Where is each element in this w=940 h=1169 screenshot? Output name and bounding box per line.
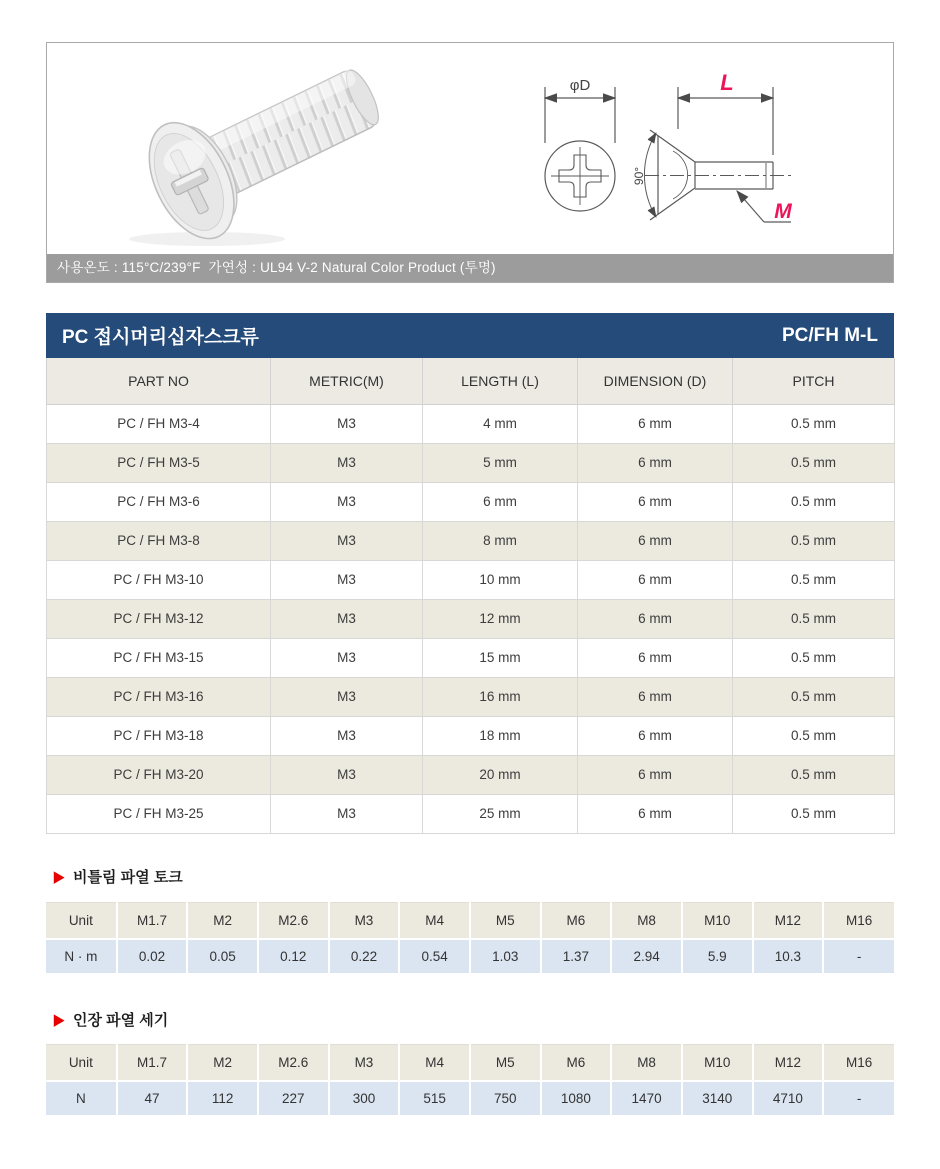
table-cell: 0.5 mm — [733, 443, 895, 482]
torque-heading-label: 비틀림 파열 토크 — [73, 869, 183, 886]
column-header: M16 — [823, 903, 894, 939]
table-cell: - — [823, 939, 894, 974]
torque-value-row — [46, 939, 894, 974]
column-header: M2.6 — [258, 1045, 329, 1081]
table-cell: 515 — [399, 1081, 470, 1116]
column-header: PITCH — [733, 358, 895, 404]
table-cell: M3 — [271, 794, 423, 833]
column-header: M10 — [682, 1045, 753, 1081]
column-header: Unit — [46, 903, 117, 939]
tensile-section-heading — [54, 1009, 168, 1030]
table-cell: 0.5 mm — [733, 599, 895, 638]
section-marker-icon: ▶ — [54, 867, 64, 886]
table-cell: 1080 — [541, 1081, 612, 1116]
table-cell: 6 mm — [578, 794, 733, 833]
column-header: M6 — [541, 903, 612, 939]
product-caption: 사용온도 : 115°C/239°F 가연성 : UL94 V-2 Natural Color Product (투명) — [47, 254, 893, 282]
table-cell: 6 mm — [423, 482, 578, 521]
drawing-top-view — [545, 87, 615, 211]
table-row — [47, 560, 895, 599]
column-header: M5 — [470, 903, 541, 939]
table-row — [47, 443, 895, 482]
table-cell: 6 mm — [578, 482, 733, 521]
table-cell: 300 — [329, 1081, 400, 1116]
technical-drawing — [461, 43, 889, 254]
table-cell: PC / FH M3-16 — [47, 677, 271, 716]
table-cell: M3 — [271, 755, 423, 794]
table-cell: N · m — [46, 939, 117, 974]
table-cell: 6 mm — [578, 404, 733, 443]
table-cell: 0.54 — [399, 939, 470, 974]
table-cell: 5 mm — [423, 443, 578, 482]
column-header: M1.7 — [117, 903, 188, 939]
table-cell: 4710 — [753, 1081, 824, 1116]
tensile-value-row — [46, 1081, 894, 1116]
table-cell: 8 mm — [423, 521, 578, 560]
table-cell: M3 — [271, 443, 423, 482]
column-header: METRIC(M) — [271, 358, 423, 404]
table-cell: M3 — [271, 560, 423, 599]
column-header: M2 — [187, 1045, 258, 1081]
table-cell: 0.5 mm — [733, 638, 895, 677]
table-cell: 3140 — [682, 1081, 753, 1116]
angle-label: 90° — [632, 166, 646, 186]
table-cell: 6 mm — [578, 716, 733, 755]
tensile-heading-label: 인장 파열 세기 — [73, 1012, 169, 1029]
table-cell: 6 mm — [578, 755, 733, 794]
table-row — [47, 755, 895, 794]
table-cell: 10 mm — [423, 560, 578, 599]
table-cell: M3 — [271, 599, 423, 638]
table-cell: PC / FH M3-15 — [47, 638, 271, 677]
spec-table-code: PC/FH M-L — [781, 324, 878, 346]
table-row — [47, 677, 895, 716]
table-cell: 6 mm — [578, 521, 733, 560]
column-header: M4 — [399, 1045, 470, 1081]
table-cell: 2.94 — [611, 939, 682, 974]
tensile-header-row — [46, 1045, 894, 1081]
column-header: M16 — [823, 1045, 894, 1081]
section-marker-icon: ▶ — [54, 1010, 64, 1029]
column-header: DIMENSION (D) — [578, 358, 733, 404]
table-cell: 16 mm — [423, 677, 578, 716]
product-views — [47, 43, 893, 254]
column-header: LENGTH (L) — [423, 358, 578, 404]
table-cell: PC / FH M3-6 — [47, 482, 271, 521]
table-cell: 0.5 mm — [733, 404, 895, 443]
column-header: PART NO — [47, 358, 271, 404]
table-cell: M3 — [271, 482, 423, 521]
spec-table-body — [47, 404, 895, 833]
column-header: M2.6 — [258, 903, 329, 939]
table-cell: PC / FH M3-10 — [47, 560, 271, 599]
table-cell: M3 — [271, 716, 423, 755]
table-cell: PC / FH M3-20 — [47, 755, 271, 794]
diameter-dimension-label: φD — [569, 77, 591, 94]
column-header: M8 — [611, 1045, 682, 1081]
table-cell: 20 mm — [423, 755, 578, 794]
table-cell: 0.22 — [329, 939, 400, 974]
column-header: M4 — [399, 903, 470, 939]
table-cell: 6 mm — [578, 599, 733, 638]
table-cell: 4 mm — [423, 404, 578, 443]
table-cell: 0.05 — [187, 939, 258, 974]
drawing-side-view — [644, 87, 791, 222]
table-cell: M3 — [271, 677, 423, 716]
table-cell: 18 mm — [423, 716, 578, 755]
torque-section-heading — [54, 866, 183, 887]
table-cell: 0.5 mm — [733, 755, 895, 794]
table-cell: 112 — [187, 1081, 258, 1116]
column-header: M1.7 — [117, 1045, 188, 1081]
spec-table — [46, 358, 895, 834]
table-cell: 25 mm — [423, 794, 578, 833]
table-cell: 227 — [258, 1081, 329, 1116]
thread-dimension-label: M — [774, 200, 792, 223]
table-cell: 6 mm — [578, 677, 733, 716]
table-cell: M3 — [271, 404, 423, 443]
column-header: M8 — [611, 903, 682, 939]
table-cell: 0.5 mm — [733, 560, 895, 599]
table-row — [47, 794, 895, 833]
table-cell: 0.5 mm — [733, 482, 895, 521]
column-header: Unit — [46, 1045, 117, 1081]
torque-header-row — [46, 903, 894, 939]
table-row — [47, 521, 895, 560]
table-row — [47, 638, 895, 677]
table-cell: 6 mm — [578, 560, 733, 599]
table-cell: M3 — [271, 638, 423, 677]
table-cell: - — [823, 1081, 894, 1116]
screw-photo-group — [132, 43, 398, 252]
torque-table-section — [46, 902, 894, 975]
table-cell: 0.5 mm — [733, 716, 895, 755]
table-cell: 0.5 mm — [733, 677, 895, 716]
table-cell: 1.03 — [470, 939, 541, 974]
table-cell: 750 — [470, 1081, 541, 1116]
spec-table-title-bar — [46, 313, 894, 358]
length-dimension-label: L — [720, 70, 734, 95]
table-cell: PC / FH M3-18 — [47, 716, 271, 755]
column-header: M3 — [329, 1045, 400, 1081]
table-cell: M3 — [271, 521, 423, 560]
table-cell: PC / FH M3-12 — [47, 599, 271, 638]
column-header: M5 — [470, 1045, 541, 1081]
table-cell: PC / FH M3-8 — [47, 521, 271, 560]
table-cell: N — [46, 1081, 117, 1116]
column-header: M12 — [753, 1045, 824, 1081]
table-cell: 0.12 — [258, 939, 329, 974]
table-cell: 0.5 mm — [733, 794, 895, 833]
torque-table — [46, 902, 894, 975]
table-cell: 47 — [117, 1081, 188, 1116]
tensile-table-section — [46, 1044, 894, 1117]
table-cell: 6 mm — [578, 638, 733, 677]
table-cell: 5.9 — [682, 939, 753, 974]
table-cell: 10.3 — [753, 939, 824, 974]
table-row — [47, 599, 895, 638]
table-row — [47, 716, 895, 755]
product-image-panel — [46, 42, 894, 283]
table-row — [47, 404, 895, 443]
column-header: M2 — [187, 903, 258, 939]
table-cell: PC / FH M3-5 — [47, 443, 271, 482]
column-header: M10 — [682, 903, 753, 939]
table-cell: 15 mm — [423, 638, 578, 677]
table-row — [47, 482, 895, 521]
table-cell: 6 mm — [578, 443, 733, 482]
spec-header-row — [47, 358, 895, 404]
spec-table-section — [46, 313, 894, 834]
table-cell: 0.5 mm — [733, 521, 895, 560]
table-cell: PC / FH M3-25 — [47, 794, 271, 833]
column-header: M6 — [541, 1045, 612, 1081]
table-cell: 1.37 — [541, 939, 612, 974]
column-header: M3 — [329, 903, 400, 939]
table-cell: 1470 — [611, 1081, 682, 1116]
tensile-table — [46, 1044, 894, 1117]
table-cell: 0.02 — [117, 939, 188, 974]
table-cell: 12 mm — [423, 599, 578, 638]
table-cell: PC / FH M3-4 — [47, 404, 271, 443]
column-header: M12 — [753, 903, 824, 939]
product-photo — [47, 43, 477, 254]
spec-table-title: PC 접시머리십자스크류 — [62, 327, 259, 348]
